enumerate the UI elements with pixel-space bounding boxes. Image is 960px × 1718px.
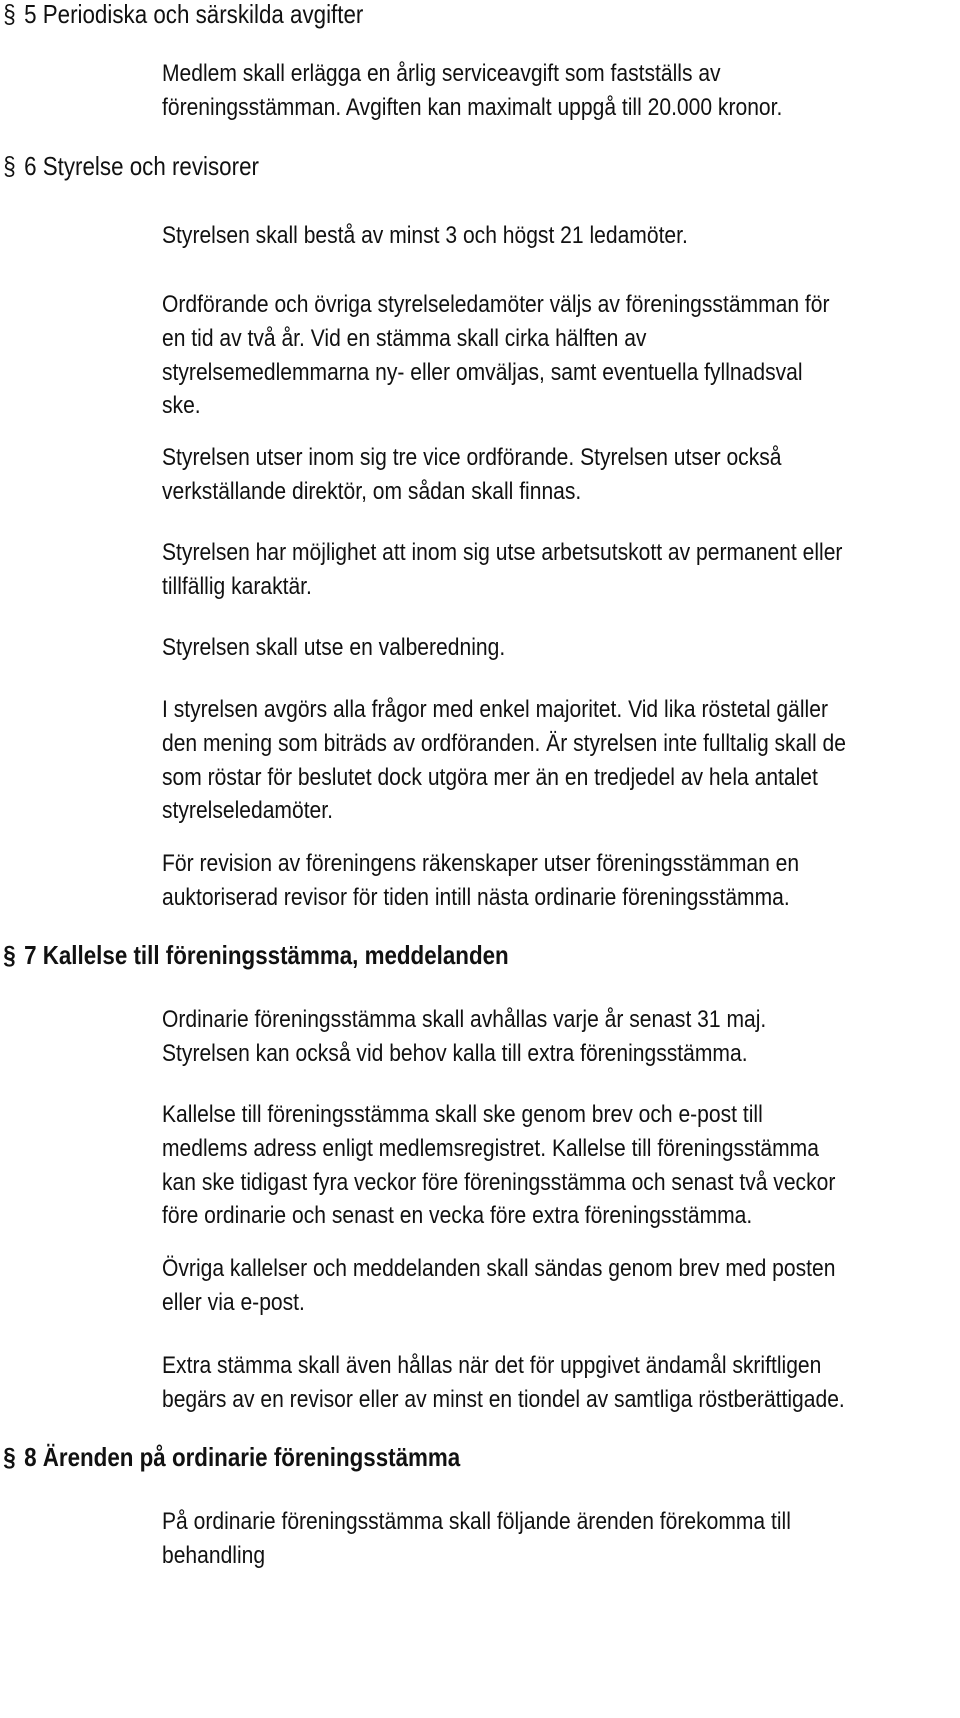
text-line: tillfällig karaktär. xyxy=(162,572,312,600)
text-line: behandling xyxy=(162,1541,266,1569)
section-sign-marker: § xyxy=(3,0,16,29)
paragraph xyxy=(162,1098,902,1233)
section-sign-marker: § xyxy=(3,940,16,970)
text-line: en tid av två år. Vid en stämma skall cirka hälften av xyxy=(162,324,647,352)
text-line: Övriga kallelser och meddelanden skall sändas genom brev med posten xyxy=(162,1255,836,1282)
text-line: Styrelsen kan också vid behov kalla till extra föreningsstämma. xyxy=(162,1039,748,1067)
paragraph xyxy=(162,693,902,828)
section-heading-6 xyxy=(0,149,259,183)
paragraph xyxy=(162,1252,902,1320)
section-heading-7 xyxy=(0,938,509,972)
paragraph xyxy=(162,57,902,125)
text-line: I styrelsen avgörs alla frågor med enkel majoritet. Vid lika röstetal gäller xyxy=(162,696,828,723)
section-title: 7 Kallelse till föreningsstämma, meddelanden xyxy=(24,940,509,970)
text-line: verkställande direktör, om sådan skall finnas. xyxy=(162,477,582,505)
text-line: eller via e-post. xyxy=(162,1288,305,1316)
paragraph xyxy=(162,536,902,604)
section-heading-5 xyxy=(0,0,363,31)
paragraph xyxy=(162,219,902,253)
text-line: Ordförande och övriga styrelseledamöter väljs av föreningsstämman för xyxy=(162,291,830,318)
text-line: Styrelsen har möjlighet att inom sig utse arbetsutskott av permanent eller xyxy=(162,539,843,566)
paragraph xyxy=(162,1505,902,1573)
text-line: styrelseledamöter. xyxy=(162,797,333,825)
section-sign-marker: § xyxy=(3,151,16,181)
section-title: 6 Styrelse och revisorer xyxy=(24,151,259,181)
text-line: Kallelse till föreningsstämma skall ske genom brev och e-post till xyxy=(162,1101,763,1128)
section-title: 5 Periodiska och särskilda avgifter xyxy=(24,0,364,29)
paragraph xyxy=(162,441,902,509)
text-line: den mening som biträds av ordföranden. Är styrelsen inte fulltalig skall de xyxy=(162,729,846,757)
text-line: kan ske tidigast fyra veckor före föreningsstämma och senast två veckor xyxy=(162,1168,836,1196)
text-line: För revision av föreningens räkenskaper utser föreningsstämman en xyxy=(162,850,800,877)
text-line: före ordinarie och senast en vecka före extra föreningsstämma. xyxy=(162,1202,753,1230)
paragraph xyxy=(162,1003,902,1071)
text-line: medlems adress enligt medlemsregistret. Kallelse till föreningsstämma xyxy=(162,1134,819,1162)
text-line: auktoriserad revisor för tiden intill nästa ordinarie föreningsstämma. xyxy=(162,883,790,911)
text-line: Extra stämma skall även hållas när det för uppgivet ändamål skriftligen xyxy=(162,1352,822,1379)
text-line: ske. xyxy=(162,392,201,420)
text-line: begärs av en revisor eller av minst en tiondel av samtliga röstberättigade. xyxy=(162,1385,845,1413)
text-line: Medlem skall erlägga en årlig serviceavgift som fastställs av xyxy=(162,60,721,87)
paragraph xyxy=(162,288,902,423)
section-heading-8 xyxy=(0,1440,460,1474)
text-line: föreningsstämman. Avgiften kan maximalt uppgå till 20.000 kronor. xyxy=(162,93,783,121)
paragraph xyxy=(162,1349,902,1417)
section-title: 8 Ärenden på ordinarie föreningsstämma xyxy=(24,1442,461,1472)
text-line: Styrelsen skall utse en valberedning. xyxy=(162,634,506,661)
section-sign-marker: § xyxy=(3,1442,16,1472)
text-line: som röstar för beslutet dock utgöra mer än en tredjedel av hela antalet xyxy=(162,763,818,791)
paragraph xyxy=(162,847,902,915)
text-line: styrelsemedlemmarna ny- eller omväljas, samt eventuella fyllnadsval xyxy=(162,358,803,386)
text-line: På ordinarie föreningsstämma skall följande ärenden förekomma till xyxy=(162,1508,791,1535)
text-line: Styrelsen skall bestå av minst 3 och högst 21 ledamöter. xyxy=(162,222,688,249)
paragraph xyxy=(162,631,902,665)
text-line: Styrelsen utser inom sig tre vice ordförande. Styrelsen utser också xyxy=(162,444,782,471)
text-line: Ordinarie föreningsstämma skall avhållas varje år senast 31 maj. xyxy=(162,1006,767,1033)
